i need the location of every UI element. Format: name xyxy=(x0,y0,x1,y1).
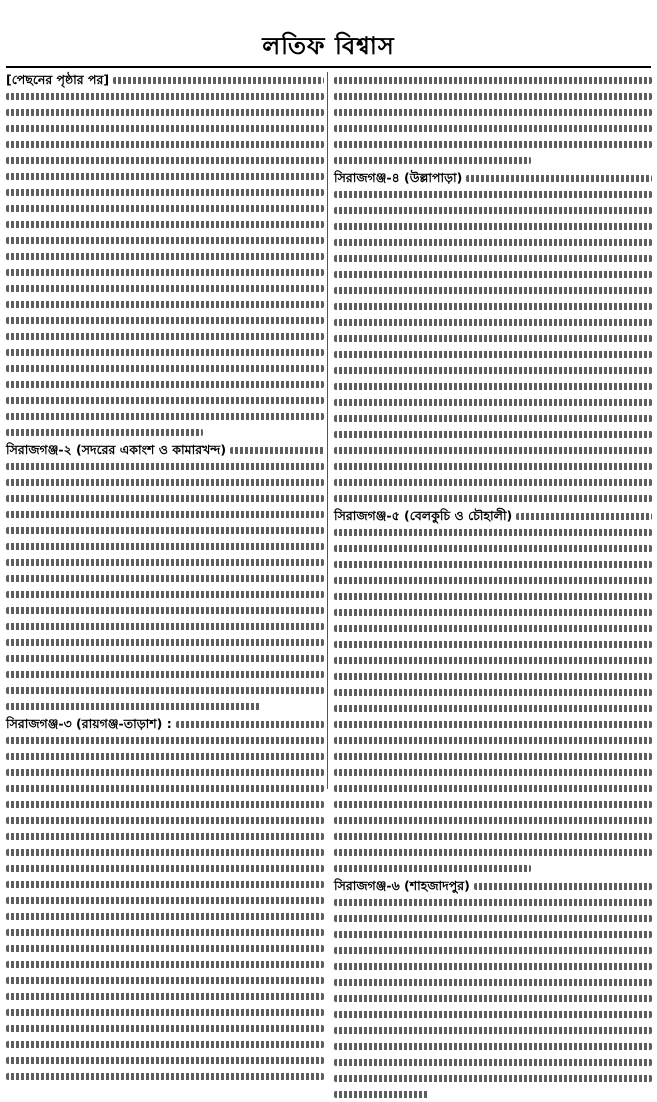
body-text-line xyxy=(334,186,652,202)
body-text-line xyxy=(334,684,652,700)
section-lead-text: সিরাজগঞ্জ-২ (সদরের একাংশ ও কামারখন্দ) xyxy=(6,442,227,457)
body-text-line xyxy=(334,1038,652,1054)
body-text-line xyxy=(113,77,324,84)
body-text-line xyxy=(6,650,324,666)
body-text-line xyxy=(334,844,652,860)
body-text-line xyxy=(334,1054,652,1070)
body-text-line xyxy=(6,538,324,554)
body-text-line xyxy=(6,844,324,860)
body-text-line xyxy=(6,248,324,264)
section-lead xyxy=(334,878,652,894)
body-text-line xyxy=(6,506,324,522)
body-text-line xyxy=(6,972,324,988)
body-text-line xyxy=(6,280,324,296)
body-text-line xyxy=(6,554,324,570)
body-text-line xyxy=(334,764,652,780)
body-text-line xyxy=(6,424,324,440)
body-text-line xyxy=(334,410,652,426)
body-text-line xyxy=(334,894,652,910)
body-text-line xyxy=(6,88,324,104)
body-text-line xyxy=(334,620,652,636)
section-lead-text: সিরাজগঞ্জ-৪ (উল্লাপাড়া) xyxy=(334,170,463,185)
body-text-line xyxy=(334,540,652,556)
body-text-line xyxy=(6,312,324,328)
body-text-line xyxy=(6,344,324,360)
body-text-line xyxy=(334,990,652,1006)
body-text-line xyxy=(6,408,324,424)
body-text-line xyxy=(334,234,652,250)
body-text-line xyxy=(6,1052,324,1068)
body-text-line xyxy=(334,860,652,876)
body-text-line xyxy=(334,202,652,218)
body-text-line xyxy=(334,974,652,990)
body-text-line xyxy=(6,232,324,248)
section-lead xyxy=(6,72,324,88)
body-text-line xyxy=(334,72,652,88)
section-lead xyxy=(6,442,324,458)
body-text-line xyxy=(6,796,324,812)
body-text-line xyxy=(6,586,324,602)
section-lead xyxy=(334,508,652,524)
section-lead xyxy=(6,716,324,732)
headline: লতিফ বিশ্বাস xyxy=(262,32,395,60)
body-text-line xyxy=(334,524,652,540)
body-text-line xyxy=(6,168,324,184)
body-text-line xyxy=(6,666,324,682)
body-text-line xyxy=(334,812,652,828)
section-lead xyxy=(334,170,652,186)
body-text-line xyxy=(334,218,652,234)
body-text-line xyxy=(334,556,652,572)
right-column xyxy=(334,72,652,893)
body-text-line xyxy=(334,104,652,120)
body-text-line xyxy=(334,1086,652,1102)
body-text-line xyxy=(6,360,324,376)
body-text-line xyxy=(6,812,324,828)
body-text-line xyxy=(466,175,652,182)
body-text-line xyxy=(6,988,324,1004)
body-text-line xyxy=(334,732,652,748)
body-text-line xyxy=(474,883,652,890)
body-text-line xyxy=(334,490,652,506)
body-text-line xyxy=(334,378,652,394)
left-column xyxy=(6,72,324,789)
body-text-line xyxy=(6,940,324,956)
body-text-line xyxy=(334,668,652,684)
body-text-line xyxy=(334,88,652,104)
section-lead-text: সিরাজগঞ্জ-৬ (শাহজাদপুর) xyxy=(334,878,470,893)
article-section xyxy=(334,508,652,876)
body-text-line xyxy=(6,152,324,168)
body-text-line xyxy=(6,458,324,474)
article-section xyxy=(334,170,652,506)
headline-rule xyxy=(6,66,651,68)
body-text-line xyxy=(6,732,324,748)
body-text-line xyxy=(334,780,652,796)
body-text-line xyxy=(6,892,324,908)
body-text-line xyxy=(334,926,652,942)
body-text-line xyxy=(334,314,652,330)
body-text-line xyxy=(6,1068,324,1084)
body-text-line xyxy=(334,298,652,314)
body-text-line xyxy=(6,860,324,876)
body-text-line xyxy=(334,716,652,732)
body-text-line xyxy=(6,200,324,216)
body-text-line xyxy=(334,474,652,490)
body-text-line xyxy=(6,748,324,764)
body-text-line xyxy=(6,490,324,506)
body-text-line xyxy=(6,216,324,232)
body-text-line xyxy=(230,447,324,454)
body-text-line xyxy=(6,184,324,200)
body-text-line xyxy=(334,120,652,136)
body-text-line xyxy=(6,1020,324,1036)
article-section xyxy=(334,878,652,1102)
body-text-line xyxy=(6,602,324,618)
body-text-line xyxy=(6,1004,324,1020)
body-text-line xyxy=(6,570,324,586)
body-text-line xyxy=(334,346,652,362)
column-divider xyxy=(327,72,328,789)
body-text-line xyxy=(334,652,652,668)
body-text-line xyxy=(6,136,324,152)
body-text-line xyxy=(6,1036,324,1052)
body-text-line xyxy=(6,682,324,698)
body-text-line xyxy=(6,698,324,714)
body-text-line xyxy=(6,764,324,780)
article-section xyxy=(6,716,324,1084)
body-text-line xyxy=(334,796,652,812)
body-text-line xyxy=(334,136,652,152)
body-text-line xyxy=(6,876,324,892)
body-text-line xyxy=(334,330,652,346)
body-text-line xyxy=(334,458,652,474)
body-text-line xyxy=(6,618,324,634)
body-text-line xyxy=(334,572,652,588)
body-text-line xyxy=(516,513,652,520)
article-section xyxy=(6,442,324,714)
body-text-line xyxy=(6,634,324,650)
body-text-line xyxy=(334,604,652,620)
body-text-line xyxy=(334,152,652,168)
body-text-line xyxy=(6,522,324,538)
body-text-line xyxy=(334,282,652,298)
body-text-line xyxy=(334,266,652,282)
body-text-line xyxy=(334,1022,652,1038)
body-text-line xyxy=(334,910,652,926)
article-section xyxy=(334,72,652,168)
body-text-line xyxy=(334,636,652,652)
body-text-line xyxy=(334,362,652,378)
body-text-line xyxy=(334,442,652,458)
body-text-line xyxy=(334,250,652,266)
body-text-line xyxy=(6,828,324,844)
body-text-line xyxy=(6,908,324,924)
body-text-line xyxy=(6,328,324,344)
body-text-line xyxy=(6,956,324,972)
body-text-line xyxy=(334,588,652,604)
section-lead-text: [পেছনের পৃষ্ঠার পর] xyxy=(6,72,110,87)
body-text-line xyxy=(176,721,324,728)
body-text-line xyxy=(334,1006,652,1022)
body-text-line xyxy=(6,924,324,940)
body-text-line xyxy=(334,700,652,716)
body-text-line xyxy=(6,120,324,136)
body-text-line xyxy=(6,296,324,312)
section-lead-text: সিরাজগঞ্জ-৩ (রায়গঞ্জ-তাড়াশ) : xyxy=(6,716,172,731)
article-section xyxy=(6,72,324,440)
body-text-line xyxy=(334,748,652,764)
body-text-line xyxy=(334,828,652,844)
body-text-line xyxy=(334,426,652,442)
body-text-line xyxy=(334,394,652,410)
body-text-line xyxy=(334,942,652,958)
body-text-line xyxy=(6,376,324,392)
body-text-line xyxy=(6,474,324,490)
body-text-line xyxy=(334,958,652,974)
body-text-line xyxy=(6,264,324,280)
body-text-line xyxy=(334,1070,652,1086)
body-text-line xyxy=(6,780,324,796)
body-text-line xyxy=(6,392,324,408)
body-text-line xyxy=(6,104,324,120)
section-lead-text: সিরাজগঞ্জ-৫ (বেলকুচি ও চৌহালী) xyxy=(334,508,513,523)
